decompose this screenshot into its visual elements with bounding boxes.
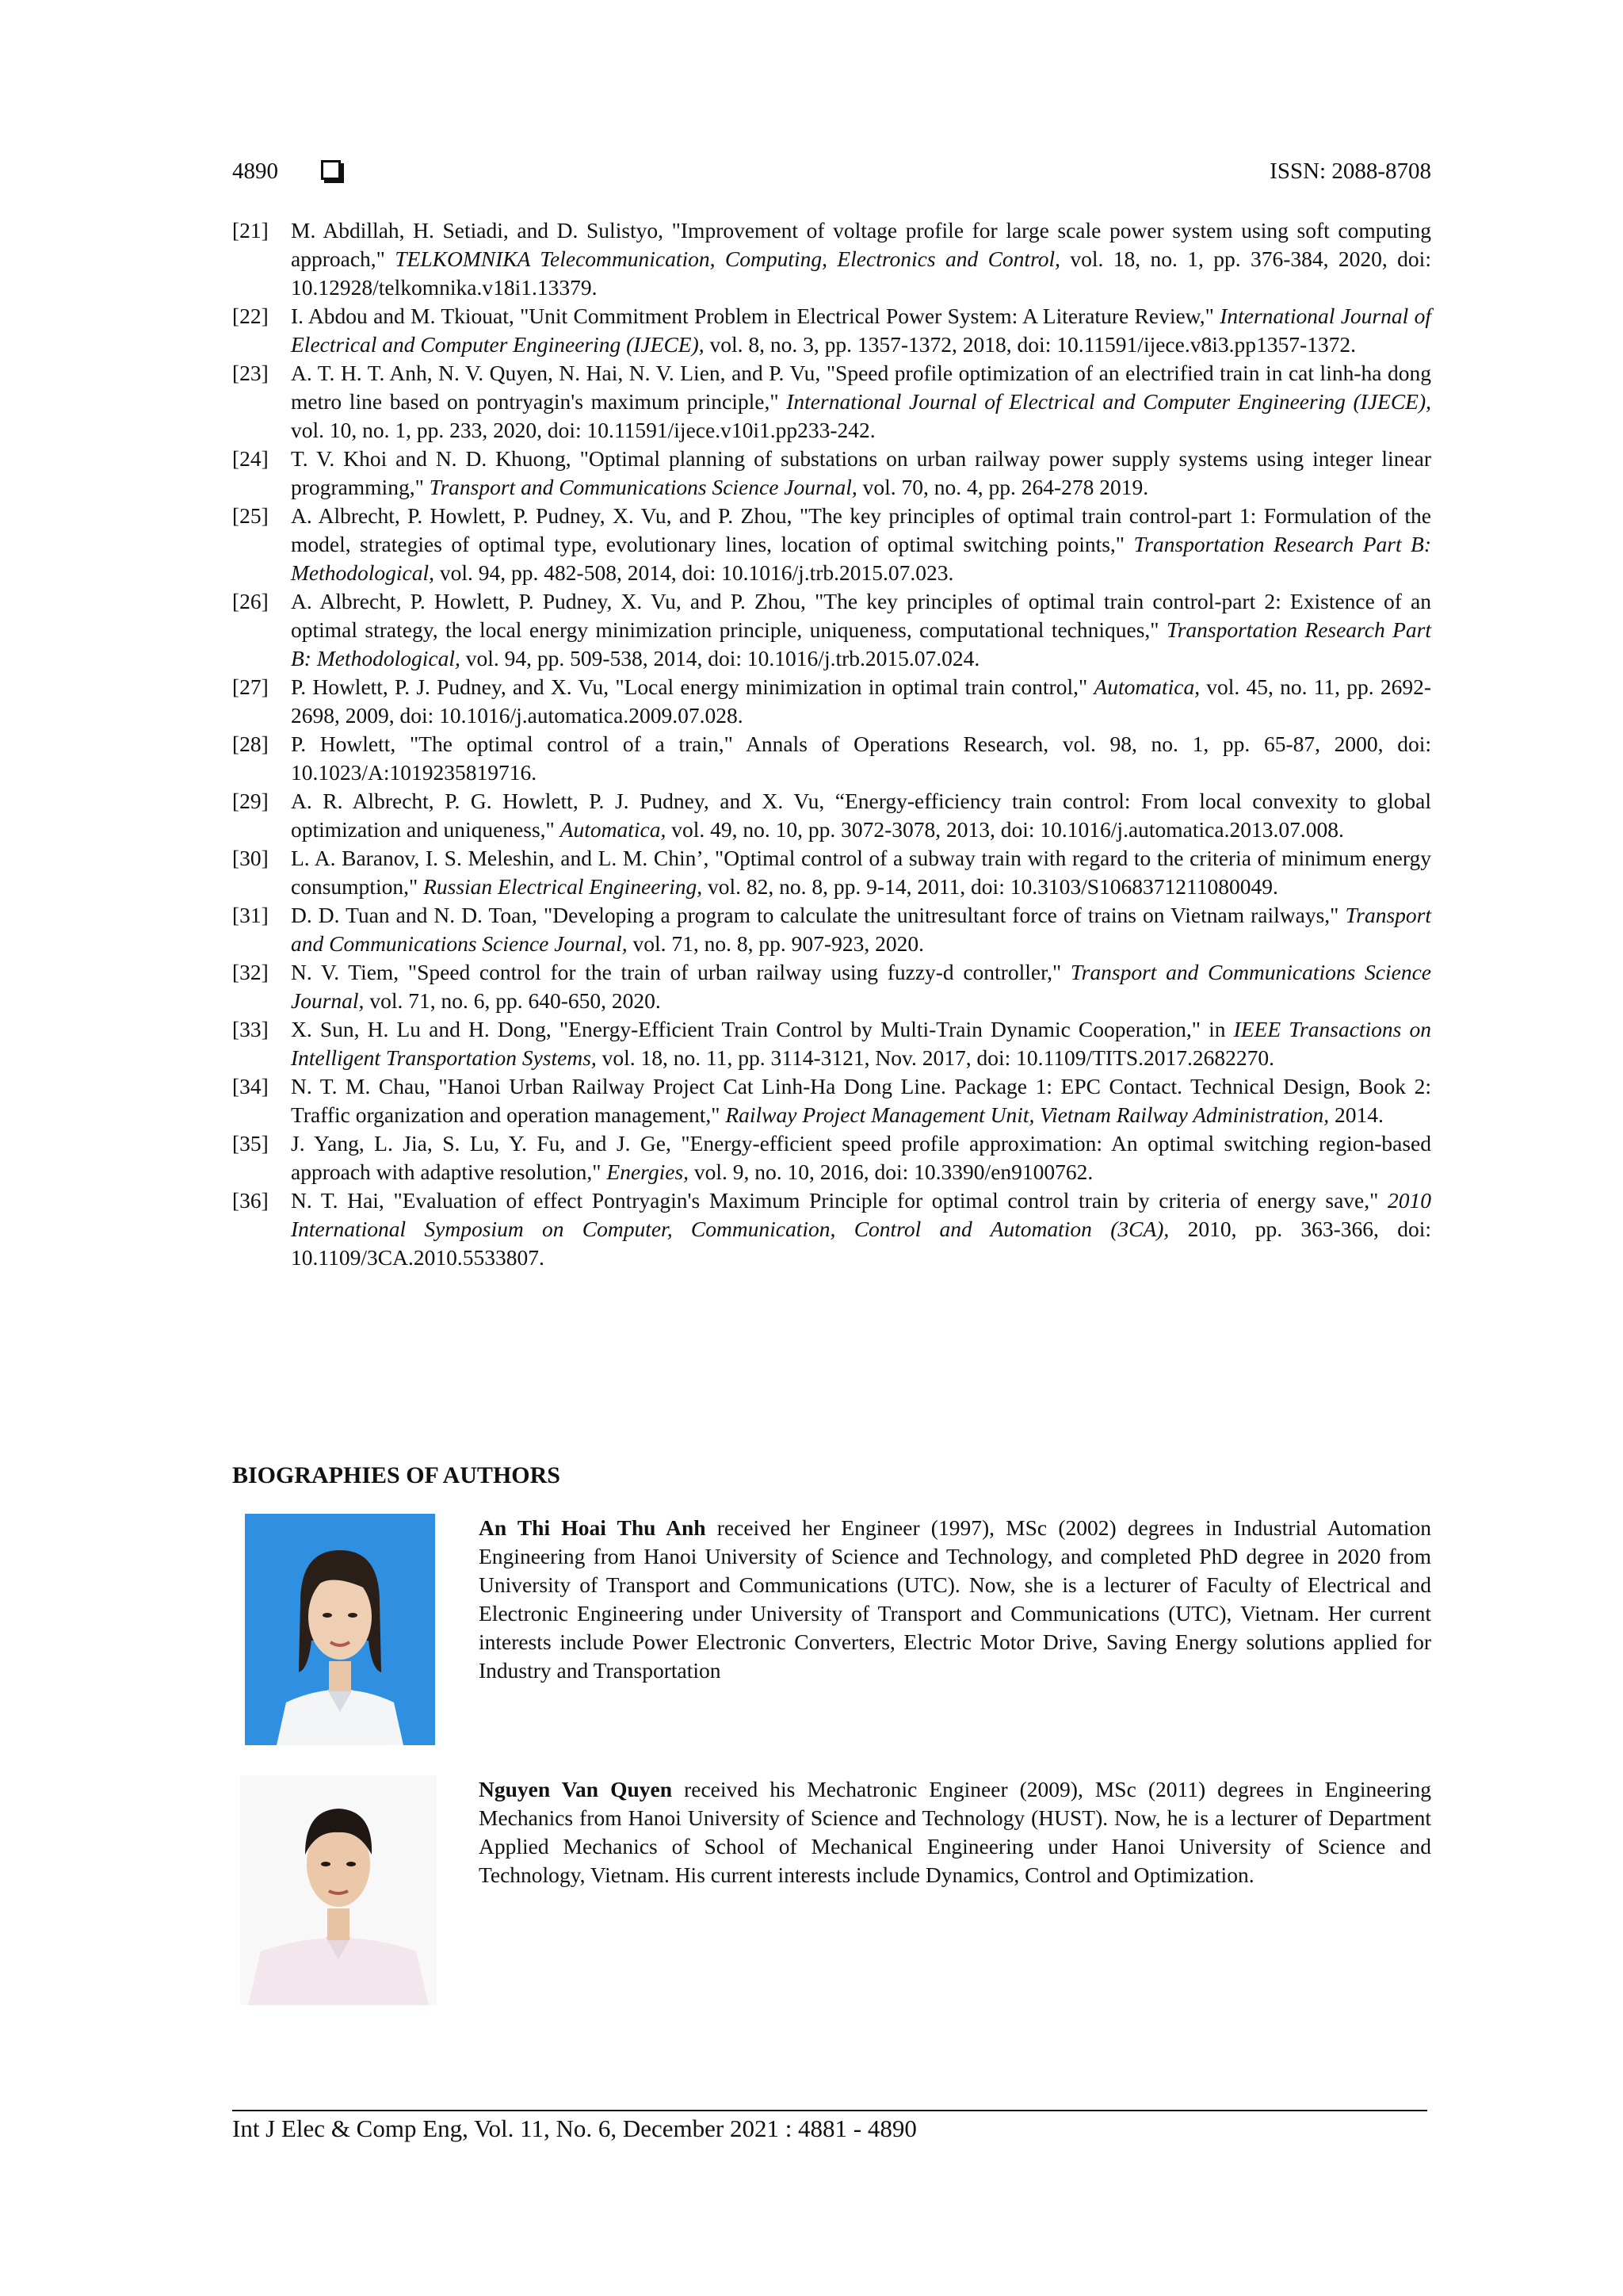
author-bio-text [479,1775,1431,1889]
author-portrait-male [240,1775,437,2005]
author-portrait-female [245,1514,435,1745]
reference-text: L. A. Baranov, I. S. Meleshin, and L. M. Chin’, "Optimal control of a subway train with regard to the criteria of minimum energy consumption," Russian Electrical Engineering, vol. 82, no. 8, pp. 9-14, 2011, doi: 10.3103/S1068371211080049. [291,846,1431,899]
reference-number: [22] [232,304,269,328]
reference-number: [25] [232,503,269,528]
reference-text: T. V. Khoi and N. D. Khuong, "Optimal planning of substations on urban railway power supply systems using integer linear programming," Transport and Communications Science Journal, vol. 70, no. 4, pp. 264-278 2019. [291,446,1431,499]
reference-number: [35] [232,1131,269,1156]
reference-item [232,359,1431,445]
reference-number: [32] [232,960,269,984]
reference-item [232,1129,1431,1186]
reference-text: P. Howlett, P. J. Pudney, and X. Vu, "Local energy minimization in optimal train control," Automatica, vol. 45, no. 11, pp. 2692-2698, 2009, doi: 10.1016/j.automatica.2009.07.028. [291,674,1431,728]
author-name: An Thi Hoai Thu Anh [479,1515,706,1540]
reference-text: D. D. Tuan and N. D. Toan, "Developing a program to calculate the unitresultant force of trains on Vietnam railways," Transport and Communications Science Journal, vol. 71, no. 8, pp. 907-923, 2020. [291,903,1431,956]
author-photo [240,1775,437,2005]
author-description: received her Engineer (1997), MSc (2002) degrees in Industrial Automation Engineering from Hanoi University of Science and Technology, and completed PhD degree in 2020 from University of Transport and Communications (UTC). Now, she is a lecturer of Faculty of Electrical and Electronic Engineering under University of Transport and Communications (UTC), Vietnam. Her current interests include Power Electronic Converters, Electric Motor Drive, Saving Energy solutions applied for Industry and Transportation [479,1515,1431,1683]
page-number: 4890 [232,159,278,184]
reference-number: [23] [232,361,269,385]
author-description: received his Mechatronic Engineer (2009), MSc (2011) degrees in Engineering Mechanics from Hanoi University of Science and Technology (HUST). Now, he is a lecturer of Department Applied Mechanics of School of Mechanical Engineering under Hanoi University of Science and Technology, Vietnam. His current interests include Dynamics, Control and Optimization. [479,1777,1431,1887]
reference-item [232,673,1431,730]
reference-number: [36] [232,1188,269,1213]
reference-number: [28] [232,732,269,756]
reference-item [232,730,1431,787]
reference-item [232,1072,1431,1129]
reference-item [232,901,1431,958]
reference-item [232,216,1431,302]
reference-number: [30] [232,846,269,870]
reference-text: N. T. M. Chau, "Hanoi Urban Railway Project Cat Linh-Ha Dong Line. Package 1: EPC Contact. Technical Design, Book 2: Traffic organization and operation management," Railway Project Management Unit, Vietnam Railway Administration, 2014. [291,1074,1431,1127]
reference-text: X. Sun, H. Lu and H. Dong, "Energy-Efficient Train Control by Multi-Train Dynamic Cooperation," in IEEE Transactions on Intelligent Transportation Systems, vol. 18, no. 11, pp. 3114-3121, Nov. 2017, doi: 10.1109/TITS.2017.2682270. [291,1017,1431,1070]
reference-item [232,958,1431,1015]
author-bio-text [479,1514,1431,1685]
reference-text: A. Albrecht, P. Howlett, P. Pudney, X. Vu, and P. Zhou, "The key principles of optimal train control-part 2: Existence of an optimal strategy, the local energy minimization principle, uniqueness, computational techniques," Transportation Research Part B: Methodological, vol. 94, pp. 509-538, 2014, doi: 10.1016/j.trb.2015.07.024. [291,589,1431,670]
reference-number: [33] [232,1017,269,1041]
author-photo [245,1514,435,1745]
reference-number: [26] [232,589,269,613]
reference-text: J. Yang, L. Jia, S. Lu, Y. Fu, and J. Ge, "Energy-efficient speed profile approximation: An optimal switching region-based approach with adaptive resolution," Energies, vol. 9, no. 10, 2016, doi: 10.3390/en9100762. [291,1131,1431,1184]
reference-item [232,1015,1431,1072]
reference-number: [34] [232,1074,269,1098]
reference-item [232,587,1431,673]
page-header [232,154,1431,189]
reference-text: A. Albrecht, P. Howlett, P. Pudney, X. Vu, and P. Zhou, "The key principles of optimal train control-part 1: Formulation of the model, strategies of optimal type, evolutionary lines, location of optimal switching points," Transportation Research Part B: Methodological, vol. 94, pp. 482-508, 2014, doi: 10.1016/j.trb.2015.07.023. [291,503,1431,585]
reference-number: [21] [232,218,269,243]
reference-item [232,302,1431,359]
reference-item [232,1186,1431,1272]
reference-item [232,445,1431,502]
reference-text: P. Howlett, "The optimal control of a train," Annals of Operations Research, vol. 98, no. 1, pp. 65-87, 2000, doi: 10.1023/A:1019235819716. [291,732,1431,785]
reference-list [232,216,1431,1272]
author-name: Nguyen Van Quyen [479,1777,673,1801]
reference-number: [27] [232,674,269,699]
reference-item [232,787,1431,844]
biographies-heading: BIOGRAPHIES OF AUTHORS [232,1462,560,1488]
reference-text: A. R. Albrecht, P. G. Howlett, P. J. Pudney, and X. Vu, “Energy-efficiency train control: From local convexity to global optimization and uniqueness," Automatica, vol. 49, no. 10, pp. 3072-3078, 2013, doi: 10.1016/j.automatica.2013.07.008. [291,789,1431,842]
reference-item [232,844,1431,901]
reference-text: A. T. H. T. Anh, N. V. Quyen, N. Hai, N. V. Lien, and P. Vu, "Speed profile optimization of an electrified train in cat linh-ha dong metro line based on pontryagin's maximum principle," International Journal of Electrical and Computer Engineering (IJECE), vol. 10, no. 1, pp. 233, 2020, doi: 10.11591/ijece.v10i1.pp233-242. [291,361,1431,442]
checkbox-square-icon [321,160,341,180]
reference-number: [24] [232,446,269,471]
reference-text: I. Abdou and M. Tkiouat, "Unit Commitment Problem in Electrical Power System: A Literature Review," International Journal of Electrical and Computer Engineering (IJECE), vol. 8, no. 3, pp. 1357-1372, 2018, doi: 10.11591/ijece.v8i3.pp1357-1372. [291,304,1431,357]
reference-item [232,502,1431,587]
issn-label: ISSN: 2088-8708 [1270,159,1431,184]
reference-text: N. T. Hai, "Evaluation of effect Pontryagin's Maximum Principle for optimal control train by criteria of energy save," 2010 International Symposium on Computer, Communication, Control and Automation (3CA), 2010, pp. 363-366, doi: 10.1109/3CA.2010.5533807. [291,1188,1431,1270]
footer-citation: Int J Elec & Comp Eng, Vol. 11, No. 6, December 2021 : 4881 - 4890 [232,2115,917,2142]
reference-text: N. V. Tiem, "Speed control for the train of urban railway using fuzzy-d controller," Transport and Communications Science Journal, vol. 71, no. 6, pp. 640-650, 2020. [291,960,1431,1013]
reference-number: [31] [232,903,269,927]
reference-number: [29] [232,789,269,813]
reference-text: M. Abdillah, H. Setiadi, and D. Sulistyo, "Improvement of voltage profile for large scale power system using soft computing approach," TELKOMNIKA Telecommunication, Computing, Electronics and Control, vol. 18, no. 1, pp. 376-384, 2020, doi: 10.12928/telkomnika.v18i1.13379. [291,218,1431,300]
